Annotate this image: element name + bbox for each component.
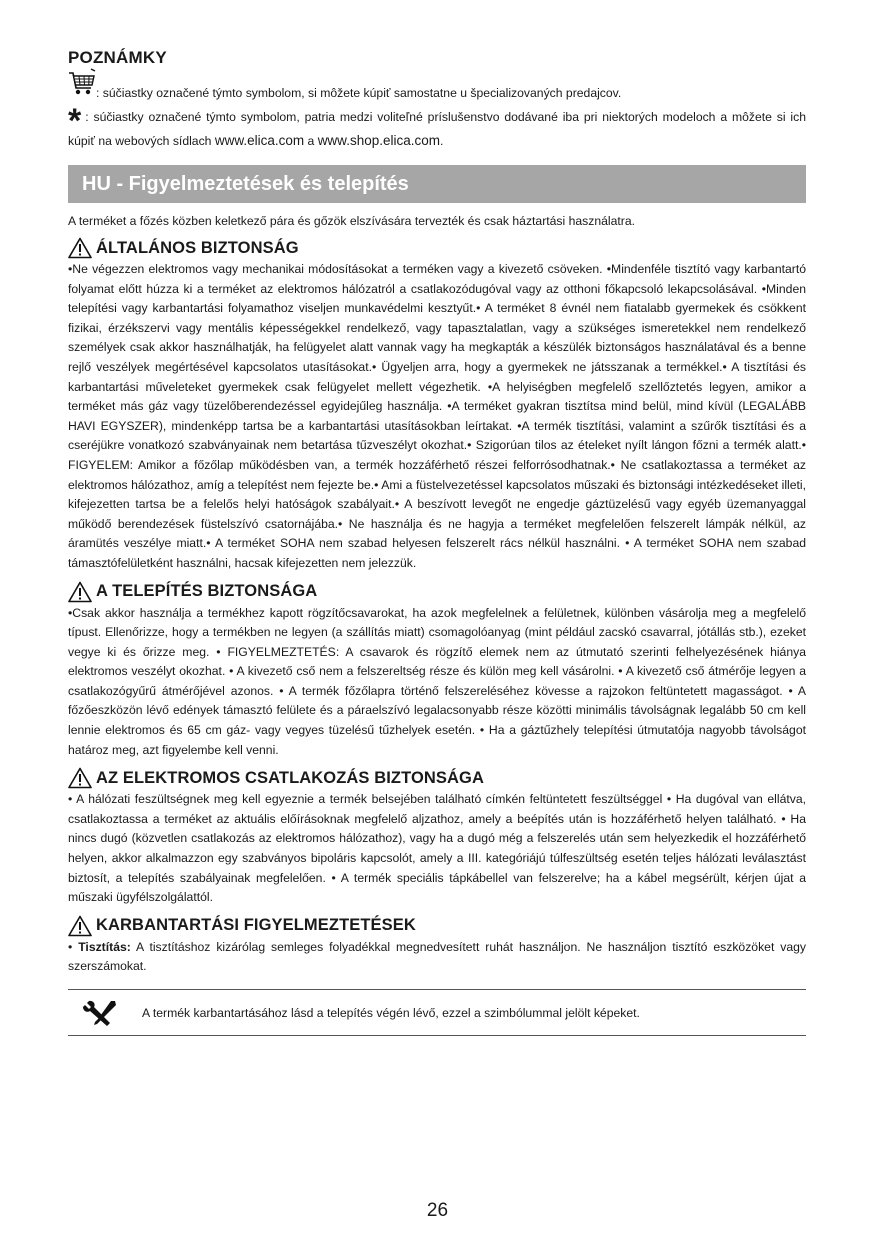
intro-text: A terméket a főzés közben keletkező pára és gőzök elszívására tervezték és csak háztartási használatra. [68, 214, 636, 228]
website-link-elica[interactable]: www.elica.com [214, 133, 305, 148]
cleaning-label: Tisztítás: [78, 939, 131, 954]
cleaning-text: A tisztításhoz kizárólag semleges folyadékkal megnedvesített ruhát használjon. Ne használjon tisztító eszközöket vagy szerszámokat. [68, 939, 807, 974]
section-heading-maintenance-warnings [68, 914, 806, 938]
section-title: A TELEPÍTÉS BIZTONSÁGA [96, 582, 318, 600]
section-heading-electrical-safety [68, 766, 806, 790]
maintenance-reference-text: A termék karbantartásához lásd a telepítés végén lévő, ezzel a szimbólummal jelölt képeket. [142, 1005, 640, 1020]
shopping-cart-icon [68, 68, 96, 98]
warning-triangle-icon [68, 237, 92, 259]
bullet: • [68, 939, 79, 954]
warning-triangle-icon [68, 767, 92, 789]
section-banner [68, 165, 806, 203]
page-number: 26 [426, 1200, 449, 1221]
asterisk-icon: * [68, 102, 82, 140]
wrench-screwdriver-icon [80, 998, 120, 1028]
section-title: ÁLTALÁNOS BIZTONSÁG [96, 238, 299, 257]
section-body-maintenance-warnings [68, 938, 806, 977]
cart-note-text: : súčiastky označené týmto symbolom, si môžete kúpiť samostatne u špecializovaných predajcov. [96, 86, 622, 100]
document-page [68, 48, 806, 1036]
warning-triangle-icon [68, 581, 92, 603]
section-title: KARBANTARTÁSI FIGYELMEZTETÉSEK [96, 916, 416, 935]
section-body-installation-safety: •Csak akkor használja a termékhez kapott rögzítőcsavarokat, ha azok megfelelnek a felületnek, különben vásárolja meg a megfelelő típust. Ellenőrizze, hogy a termékben ne legyen (a szállítás miatt) csomagolóanyag (mint például zacskó csavarral, jótállás stb.), ezeket vegye ki és őrizze meg. • FIGYELMEZTETÉS: A csavarok és rögzítő elemek nem az útmutató szerinti felhelyezésének hiánya elektromos veszélyt okozhat. • A kivezető cső nem a felszereltség része és külön meg kell vásárolni. • A kivezető cső átmérője legyen a csatlakozógyűrű átmérőjével azonos. • A termék főzőlapra történő felszereléséhez kövesse a rajzokon feltüntetett magasságot. • A főzőeszközön lévő edények támasztó felülete és a páraelszívó legalacsonyabb része közötti minimális távolságnak legalább 50 cm kell lennie elektromos és 65 cm gáz- vagy vegyes tüzelésű tűzhelyek esetén. • Ha a gáztűzhely telepítési útmutatója nagyobb távolságot határoz meg, azt figyelembe kell venni. [68, 605, 806, 757]
period-text: . [440, 134, 444, 148]
warning-triangle-icon [68, 915, 92, 937]
section-heading-general-safety [68, 236, 806, 260]
maintenance-reference-box [68, 989, 806, 1036]
section-body-electrical-safety: • A hálózati feszültségnek meg kell egyeznie a termék belsejében található címkén feltüntetett feszültséggel • Ha dugóval van ellátva, csatlakoztassa a terméket az aktuális előírásoknak megfelelő aljzathoz, amely a beépítés után is hozzáférhető helyen található. • Ha nincs dugó (közvetlen csatlakozás az elektromos hálózathoz), vagy ha a dugó még a felszerelés után sem helyezkedik el hozzáférhető helyen, akkor alkalmazzon egy szabványos bipoláris kapcsolót, amely a III. kategóriájú túlfeszültség esetén teljes hálózati leválasztást biztosít, a telepítés szabályainak megfelelően. • A termék speciális tápkábellel van felszerelve; ha a kábel megsérült, kérjen újat a műszaki ügyfélszolgálattól. [68, 792, 806, 905]
website-link-shop[interactable]: www.shop.elica.com [317, 133, 440, 148]
banner-title: HU - Figyelmeztetések és telepítés [82, 172, 409, 195]
optional-accessory-note [68, 102, 806, 151]
section-body-general-safety: •Ne végezzen elektromos vagy mechanikai módosításokat a terméken vagy a kivezető csöveken. •Mindenféle tisztító vagy karbantartó folyamat előtt húzza ki a terméket az elektromos hálózatról a csatlakozódugóval vagy az otthoni főkapcsoló lekapcsolásával. •Minden telepítési vagy karbantartási folyamathoz viseljen munkavédelmi kesztyűt.• A terméket 8 évnél nem fiatalabb gyermekek és csökkent fizikai, érzékszervi vagy mentális képességekkel rendelkező, vagy tapasztalatlan, vagy a szükséges ismeretekkel nem rendelkező személyek csak akkor használhatják, ha felügyelet alatt vannak vagy ha megkapták a készülék biztonságos használatával és a benne rejlő veszélyek megértésével kapcsolatos utasításokat.• Ügyeljen arra, hogy a gyermekek ne játsszanak a termékkel.• A tisztítási és karbantartási műveleteket gyermekek csak felügyelet mellett végezhetik. •A helyiségben megfelelő szellőztetés legyen, amikor a terméket más gáz vagy tüzelőberendezéssel egyidejűleg használja. •A terméket gyakran tisztítsa mind belül, mind kívül (LEGALÁBB HAVI EGYSZER), mindenképp tartsa be a karbantartási utasításokban leírtakat. •A termék tisztítási, valamint a szűrők tisztítási és a cseréjükre vonatkozó szabványainak nem betartása tűzveszélyt okozhat.• Szigorúan tilos az ételeket nyílt lángon főzni a termék alatt.• FIGYELEM: Amikor a főzőlap működésben van, a termék hozzáférhető részei felforrósodhatnak.• Ne csatlakoztassa a terméket az elektromos hálózathoz, amíg a telepítést nem fejezte be.• Ami a füstelvezetéssel kapcsolatos műszaki és biztonsági intézkedéseket illeti, kifejezetten tartsa be a felelős helyi hatóságok szabályait.• A beszívott levegőt ne engedje gáztüzelésű vagy egyéb üzemanyaggal működő berendezések füstelszívó csatornájába.• Ne használja és ne hagyja a terméket megfelelően felszerelt lámpák nélkül, az áramütés veszélye miatt.• A terméket SOHA nem szabad helyesen felszerelt rács nélkül használni. • A terméket SOHA nem szabad támasztófelületként használni, hacsak kifejezetten nem jelezzük. [68, 262, 806, 570]
section-title: AZ ELEKTROMOS CSATLAKOZÁS BIZTONSÁGA [96, 768, 484, 787]
notes-title: POZNÁMKY [68, 48, 167, 67]
conjunction-text: a [304, 134, 318, 148]
cart-note [68, 72, 806, 106]
star-note-text: : súčiastky označené týmto symbolom, patria medzi voliteľné príslušenstvo dodávané iba pri niektorých modeloch a môžete si ich kúpiť na webových sídlach [68, 110, 806, 148]
section-heading-installation-safety [68, 580, 806, 604]
